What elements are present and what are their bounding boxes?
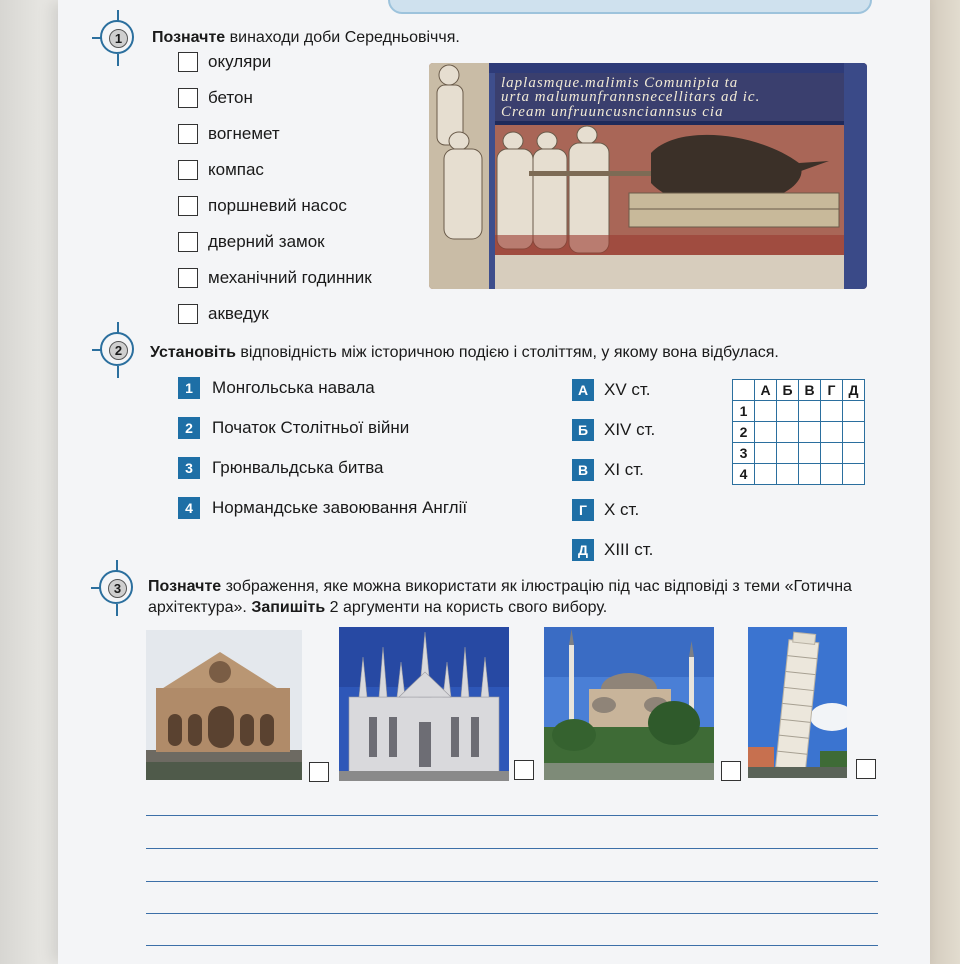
grid-answer-cell[interactable]	[755, 401, 777, 422]
question-2-text: Установіть відповідність між історичною подією і століттям, у якому вона відбулася.	[150, 344, 779, 361]
grid-answer-cell[interactable]	[777, 401, 799, 422]
grid-column-header: Г	[821, 380, 843, 401]
q1-option-checkbox[interactable]	[178, 232, 198, 252]
q2-century-label: XIV ст.	[604, 420, 656, 439]
q2-century-label: XI ст.	[604, 460, 644, 479]
q1-option-checkbox[interactable]	[178, 304, 198, 324]
leaning-tower-photo	[748, 627, 847, 778]
q2-event-number: 1	[178, 377, 200, 399]
grid-answer-cell[interactable]	[843, 464, 865, 485]
grid-answer-cell[interactable]	[799, 422, 821, 443]
q2-century-label: XV ст.	[604, 380, 651, 399]
answer-line-2[interactable]	[146, 848, 878, 849]
grid-row-header: 3	[733, 443, 755, 464]
q1-option-checkbox[interactable]	[178, 52, 198, 72]
grid-answer-cell[interactable]	[777, 443, 799, 464]
q2-century-letter: А	[572, 379, 594, 401]
q2-event-label: Нормандське завоювання Англії	[212, 498, 468, 517]
q1-option-checkbox[interactable]	[178, 160, 198, 180]
svg-text:laplasmque.malimis Comunipia t: laplasmque.malimis Comunipia ta	[501, 75, 739, 91]
q2-event-item	[178, 377, 375, 399]
answer-grid	[732, 379, 865, 485]
q2-century-item	[572, 459, 644, 481]
q2-event-number: 4	[178, 497, 200, 519]
grid-answer-cell[interactable]	[821, 464, 843, 485]
variant-header-tab	[388, 0, 872, 14]
photo-1-checkbox[interactable]	[309, 762, 329, 782]
grid-answer-cell[interactable]	[755, 464, 777, 485]
q1-option-label: поршневий насос	[208, 196, 347, 215]
q2-event-label: Грюнвальдська битва	[212, 458, 384, 477]
q2-century-item	[572, 539, 653, 561]
q1-option[interactable]	[178, 302, 269, 326]
romanesque-church-photo	[146, 630, 302, 780]
question-3-number: 3	[99, 570, 133, 604]
q2-century-item	[572, 419, 655, 441]
grid-row-header: 1	[733, 401, 755, 422]
q2-century-letter: Д	[572, 539, 594, 561]
question-1-text: Позначте винаходи доби Середньовіччя.	[152, 29, 460, 46]
answer-line-4[interactable]	[146, 913, 878, 914]
q2-century-letter: В	[572, 459, 594, 481]
photo-2-checkbox[interactable]	[514, 760, 534, 780]
q2-event-item	[178, 417, 409, 439]
q1-option[interactable]	[178, 86, 253, 110]
grid-answer-cell[interactable]	[821, 422, 843, 443]
q2-century-label: X ст.	[604, 500, 640, 519]
q1-option-label: механічний годинник	[208, 268, 372, 287]
q1-option-checkbox[interactable]	[178, 124, 198, 144]
answer-line-3[interactable]	[146, 881, 878, 882]
grid-column-header: А	[755, 380, 777, 401]
q1-option-label: компас	[208, 160, 264, 179]
q1-option[interactable]	[178, 230, 325, 254]
svg-text:urta malumunfrannsnecellitars: urta malumunfrannsnecellitars ad ic.	[501, 89, 761, 105]
photo-4-checkbox[interactable]	[856, 759, 876, 779]
grid-corner-cell	[733, 380, 755, 401]
grid-answer-cell[interactable]	[799, 464, 821, 485]
q1-option-checkbox[interactable]	[178, 268, 198, 288]
q1-option[interactable]	[178, 158, 264, 182]
q2-event-number: 2	[178, 417, 200, 439]
q1-option-label: дверний замок	[208, 232, 325, 251]
q2-event-label: Початок Столітньої війни	[212, 418, 410, 437]
question-2-number: 2	[100, 332, 134, 366]
question-1-number: 1	[100, 20, 134, 54]
q1-option-label: вогнемет	[208, 124, 280, 143]
q1-option[interactable]	[178, 194, 347, 218]
medieval-manuscript-illustration	[429, 63, 867, 289]
q1-option[interactable]	[178, 266, 372, 290]
answer-line-1[interactable]	[146, 815, 878, 816]
grid-answer-cell[interactable]	[777, 422, 799, 443]
q1-option[interactable]	[178, 122, 280, 146]
grid-row-header: 4	[733, 464, 755, 485]
q2-event-number: 3	[178, 457, 200, 479]
q1-option-label: окуляри	[208, 52, 272, 71]
q2-century-item	[572, 379, 651, 401]
grid-answer-cell[interactable]	[755, 443, 777, 464]
q1-option-label: акведук	[208, 304, 269, 323]
q1-option[interactable]	[178, 50, 271, 74]
photo-3-checkbox[interactable]	[721, 761, 741, 781]
grid-column-header: Д	[843, 380, 865, 401]
q2-event-label: Монгольська навала	[212, 378, 375, 397]
q2-century-letter: Г	[572, 499, 594, 521]
q2-century-label: XIII ст.	[604, 540, 654, 559]
grid-answer-cell[interactable]	[843, 422, 865, 443]
grid-answer-cell[interactable]	[755, 422, 777, 443]
previous-page-edge	[0, 0, 58, 964]
q1-option-label: бетон	[208, 88, 253, 107]
q1-option-checkbox[interactable]	[178, 88, 198, 108]
grid-column-header: Б	[777, 380, 799, 401]
grid-answer-cell[interactable]	[821, 443, 843, 464]
q2-century-letter: Б	[572, 419, 594, 441]
grid-answer-cell[interactable]	[843, 443, 865, 464]
grid-answer-cell[interactable]	[799, 401, 821, 422]
grid-answer-cell[interactable]	[843, 401, 865, 422]
grid-column-header: В	[799, 380, 821, 401]
q1-option-checkbox[interactable]	[178, 196, 198, 216]
mosque-with-minarets-photo	[544, 627, 714, 780]
q2-event-item	[178, 457, 384, 479]
q2-event-item	[178, 497, 467, 519]
q2-century-item	[572, 499, 639, 521]
grid-answer-cell[interactable]	[821, 401, 843, 422]
grid-row-header: 2	[733, 422, 755, 443]
grid-answer-cell[interactable]	[799, 443, 821, 464]
gothic-cathedral-photo	[339, 627, 509, 781]
grid-answer-cell[interactable]	[777, 464, 799, 485]
svg-text:Cream unfruuncusnciannsus cia: Cream unfruuncusnciannsus cia	[501, 104, 724, 120]
question-3-text: Позначте зображення, яке можна використати як ілюстрацію під час відповіді з теми «Готична архітектура». Запишіть 2 аргументи на користь свого вибору.	[148, 578, 852, 616]
answer-line-5[interactable]	[146, 945, 878, 946]
